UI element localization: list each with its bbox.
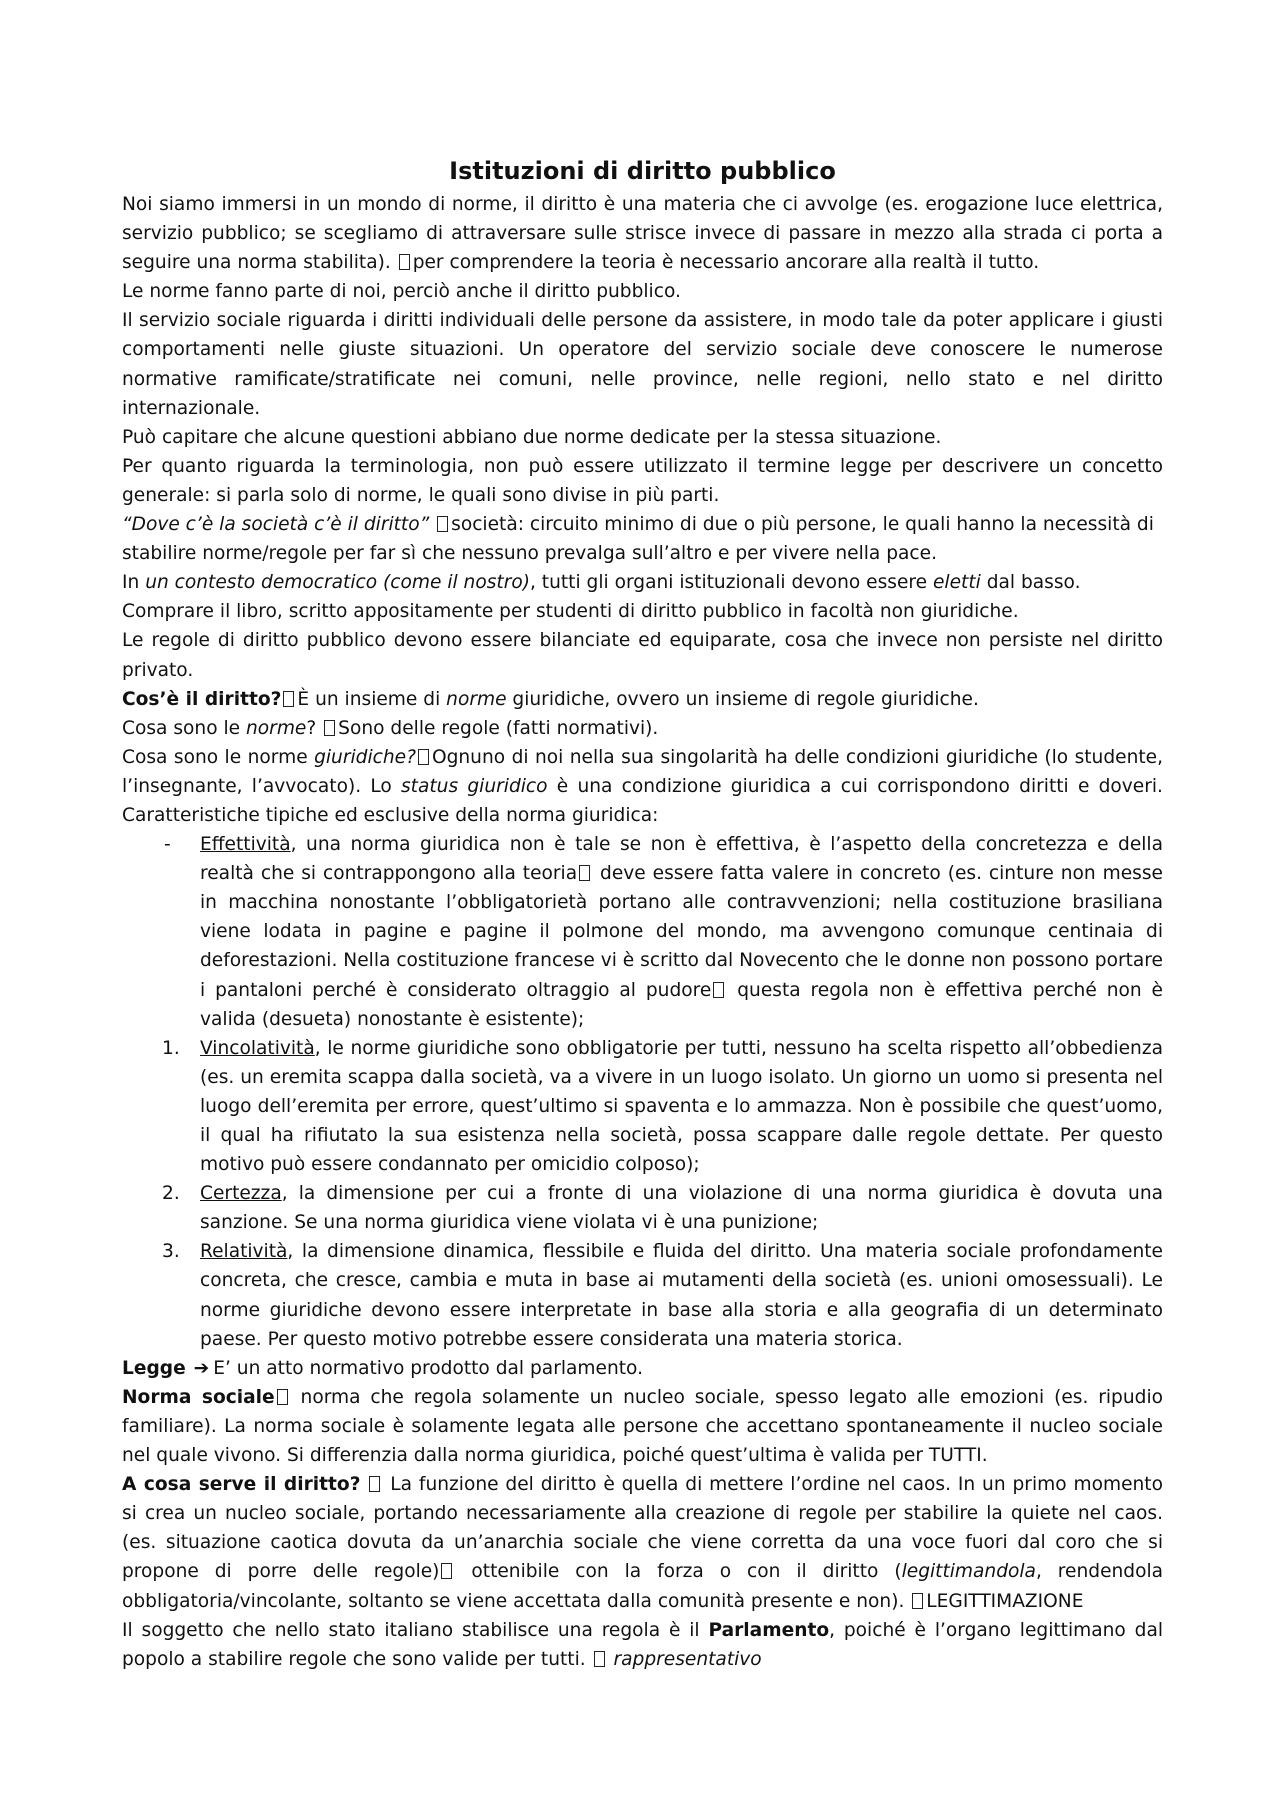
paragraph: Può capitare che alcune questioni abbiano due norme dedicate per la stessa situazione. [122,426,942,448]
paragraph-intro: Noi siamo immersi in un mondo di norme, il diritto è una materia che ci avvolge (es. erogazione luce elettrica, servizio pubblico; se scegliamo di attraversare sulle strisce invece di passare in mezzo alla strada ci porta a seguire una norma stabilita). per comprendere la teoria è necessario ancorare alla realtà il tutto. [122,194,1163,274]
document-title: Istituzioni di diritto pubblico [449,157,836,185]
arrow-glyph-icon [912,1593,923,1609]
list-marker: - [164,834,171,856]
paragraph-definition: Norma sociale norma che regola solamente un nucleo sociale, spesso legato alle emozioni (es. ripudio familiare). La norma sociale è solamente legata alle persone che accettano spontaneamente il nucleo sociale nel quale vivono. Si differenzia dalla norma giuridica, poiché quest’ultima è valida per TUTTI. [122,1386,1163,1467]
arrow-glyph-icon [579,865,590,881]
list-item: 2. Certezza, la dimensione per cui a fronte di una violazione di una norma giuridica è dovuta una sanzione. Se una norma giuridica viene violata vi è una punizione; [122,1179,1163,1237]
paragraph-question: Cosa sono le norme? Sono delle regole (fatti normativi). [122,717,659,739]
arrow-glyph-icon [441,1563,452,1579]
list-marker: 3. [162,1241,180,1263]
paragraph: Il soggetto che nello stato italiano stabilisce una regola è il Parlamento, poiché è l’organo legittimano dal popolo a stabilire regole che sono valide per tutti. rappresentativo [122,1619,1164,1670]
paragraph: Il servizio sociale riguarda i diritti individuali delle persone da assistere, in modo tale da poter applicare i giusti comportamenti nelle giuste situazioni. Un operatore del servizio sociale deve conoscere le numerose normative ramificate/stratificate nei comuni, nelle province, nelle regioni, nello stato e nel diritto internazionale. [122,310,1163,419]
list-marker: 1. [162,1037,180,1059]
right-arrow-icon: ➔ [193,1357,210,1379]
arrow-glyph-icon [713,982,724,998]
paragraph: Le regole di diritto pubblico devono essere bilanciate ed equiparate, cosa che invece non persiste nel diritto privato. [122,630,1163,681]
list-item: 1. Vincolatività, le norme giuridiche sono obbligatorie per tutti, nessuno ha scelta rispetto all’obbedienza (es. un eremita scappa dalla società, va a vivere in un luogo isolato. Un giorno un uomo si presenta nel luogo dell’eremita per errore, quest’ultimo si spaventa e lo ammazza. Non è possibile che quest’uomo, il qual ha rifiutato la sua esistenza nella società, possa scappare dalle regole dettate. Per questo motivo può essere condannato per omicidio colposo); [122,1034,1163,1179]
paragraph: Comprare il libro, scritto appositamente per studenti di diritto pubblico in facoltà non giuridiche. [122,601,1019,623]
arrow-glyph-icon [369,1476,380,1492]
document-body [122,190,1163,1674]
arrow-glyph-icon [594,1651,605,1667]
list-term: Relatività [200,1241,288,1263]
paragraph-quote: “Dove c’è la società c’è il diritto” società: circuito minimo di due o più persone, le quali hanno la necessità di stabilire norme/regole per far sì che nessuno prevalga sull’altro e per vivere nella pace. [122,514,1154,565]
paragraph-definition: Legge ➔ E’ un atto normativo prodotto dal parlamento. [122,1357,643,1379]
arrow-glyph-icon [437,516,448,532]
arrow-glyph-icon [277,1389,288,1405]
arrow-glyph-icon [324,720,335,736]
list-term: Vincolatività [200,1037,315,1059]
paragraph-question: Cos’è il diritto? È un insieme di norme giuridiche, ovvero un insieme di regole giuridiche. [122,688,979,710]
list-marker: 2. [162,1183,180,1205]
paragraph: In un contesto democratico (come il nostro), tutti gli organi istituzionali devono essere eletti dal basso. [122,572,1081,594]
list-item: - Effettività, una norma giuridica non è tale se non è effettiva, è l’aspetto della concretezza e della realtà che si contrappongono alla teoria deve essere fatta valere in concreto (es. cinture non messe in macchina nonostante l’obbligatorietà portano alle contravvenzioni; nella costituzione brasiliana viene lodata in pagine e pagine il polmone del mondo, ma avvengono comunque centinaia di deforestazioni. Nella costituzione francese vi è scritto dal Novecento che le donne non possono portare i pantaloni perché è considerato oltraggio al pudore questa regola non è effettiva perché non è valida (desueta) nonostante è esistente); [122,830,1163,1034]
list-term: Effettività [200,834,291,856]
arrow-glyph-icon [418,749,429,765]
arrow-glyph-icon [399,254,410,270]
paragraph-question: Cosa sono le norme giuridiche? Ognuno di noi nella sua singolarità ha delle condizioni giuridiche (lo studente, l’insegnante, l’avvocato). Lo status giuridico è una condizione giuridica a cui corrispondono diritti e doveri. Caratteristiche tipiche ed esclusive della norma giuridica: [122,746,1163,826]
arrow-glyph-icon [283,691,294,707]
paragraph-question: A cosa serve il diritto? La funzione del diritto è quella di mettere l’ordine nel caos. In un primo momento si crea un nucleo sociale, portando necessariamente alla creazione di regole per stabilire la quiete nel caos. (es. situazione caotica dovuta da un’anarchia sociale che viene corretta da una voce fuori dal coro che si propone di porre delle regole) ottenibile con la forza o con il diritto (legittimandola, rendendola obbligatoria/vincolante, soltanto se viene accettata dalla comunità presente e non). LEGITTIMAZIONE [122,1474,1164,1612]
paragraph: Le norme fanno parte di noi, perciò anche il diritto pubblico. [122,281,681,303]
list-item: 3. Relatività, la dimensione dinamica, flessibile e fluida del diritto. Una materia sociale profondamente concreta, che cresce, cambia e muta in base ai mutamenti della società (es. unioni omosessuali). Le norme giuridiche devono essere interpretate in base alla storia e alla geografia di un determinato paese. Per questo motivo potrebbe essere considerata una materia storica. [122,1237,1163,1353]
list-term: Certezza [200,1183,282,1205]
paragraph: Per quanto riguarda la terminologia, non può essere utilizzato il termine legge per descrivere un concetto generale: si parla solo di norme, le quali sono divise in più parti. [122,455,1163,506]
